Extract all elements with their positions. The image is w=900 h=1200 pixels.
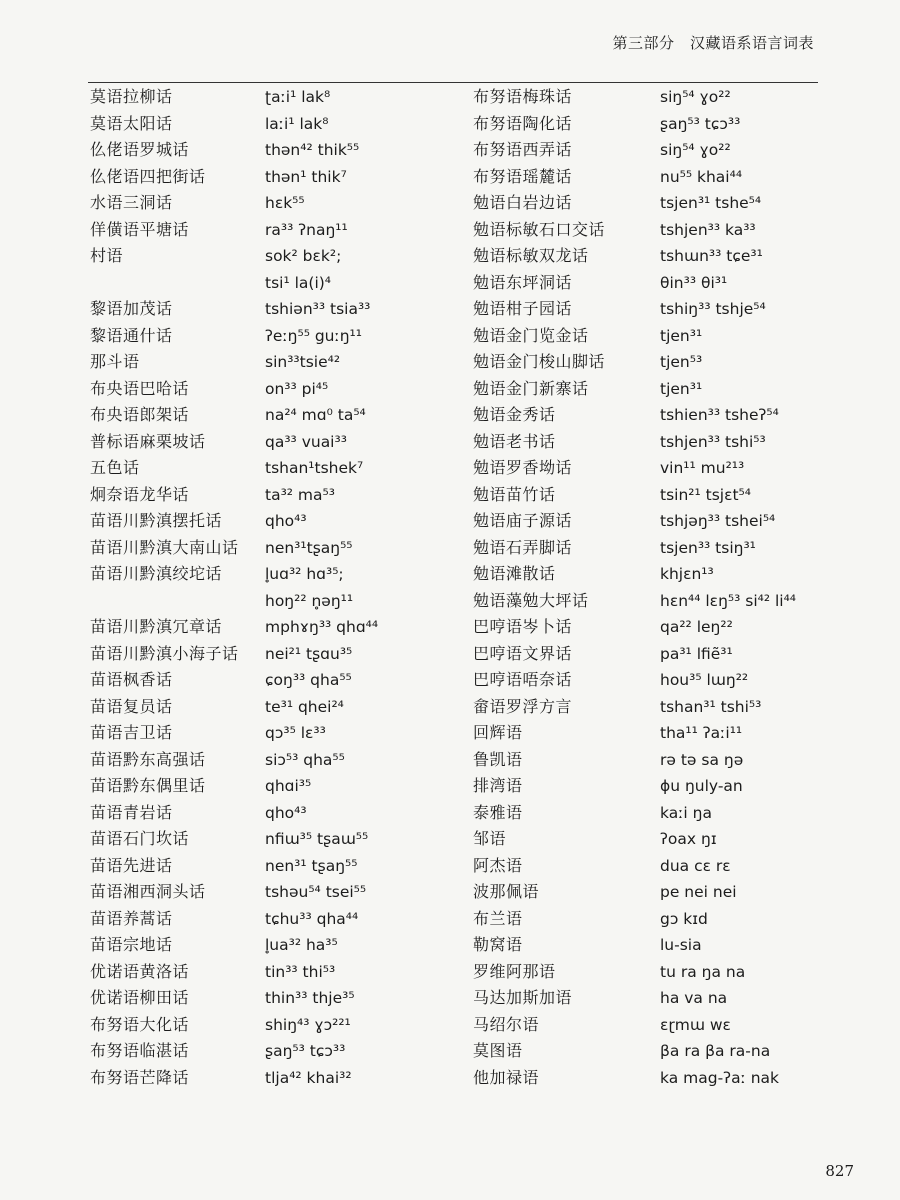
language-name: 勉语东坪洞话 — [473, 272, 573, 292]
phonetic-form: tshiŋ³³ tshje⁵⁴ — [660, 300, 766, 318]
phonetic-form: ʈaːi¹ lak⁸ — [265, 88, 331, 106]
language-name: 苗语川黔滇摆托话 — [90, 511, 223, 530]
language-name: 勉语庙子源话 — [473, 511, 573, 530]
phonetic-form: thən¹ thik⁷ — [265, 167, 347, 186]
phonetic-form: tshiən³³ tsia³³ — [265, 300, 371, 318]
language-name: 鲁凯语 — [473, 749, 523, 769]
phonetic-form: ʔoax ŋɪ — [660, 830, 717, 848]
left-language-names-column — [90, 84, 290, 1091]
language-name: 布努语梅珠话 — [473, 87, 573, 106]
header-title: 第三部分 汉藏语系语言词表 — [612, 34, 814, 52]
language-name: 勉语金门览金话 — [473, 325, 589, 345]
phonetic-form: ra³³ ʔnaŋ¹¹ — [265, 220, 348, 239]
phonetic-form: thin³³ thje³⁵ — [265, 989, 355, 1007]
language-name: 巴哼语岑卜话 — [473, 617, 573, 636]
phonetic-form: qhɑi³⁵ — [265, 777, 312, 795]
phonetic-form: tshjen³³ tshi⁵³ — [660, 432, 766, 451]
language-name: 苗语养蒿话 — [90, 908, 173, 928]
header-rule — [88, 82, 818, 83]
phonetic-form: lu-sia — [660, 936, 702, 954]
language-name: 布央语郎架话 — [90, 405, 190, 424]
phonetic-form: βa ra βa ra-na — [660, 1042, 771, 1060]
language-name: 泰雅语 — [473, 802, 523, 822]
phonetic-form: nen³¹tʂaŋ⁵⁵ — [265, 538, 353, 557]
phonetic-form: hɛn⁴⁴ lɛŋ⁵³ si⁴² li⁴⁴ — [660, 591, 797, 610]
phonetic-form: nfiɯ³⁵ tʂaɯ⁵⁵ — [265, 830, 369, 848]
phonetic-form: tu ra ŋa na — [660, 962, 746, 981]
language-name: 勉语白岩边话 — [473, 193, 573, 212]
phonetic-form: ʂaŋ⁵³ tɕɔ³³ — [660, 114, 741, 133]
language-name: 马绍尔语 — [473, 1014, 540, 1034]
phonetic-form: thən⁴² thik⁵⁵ — [265, 141, 360, 159]
language-name: 勉语老书话 — [473, 431, 556, 451]
language-name: 勉语滩散话 — [473, 564, 556, 583]
language-name: 苗语枫香话 — [90, 670, 173, 689]
phonetic-form: tɕhu³³ qha⁴⁴ — [265, 909, 359, 928]
language-name: 巴哼语唔奈话 — [473, 670, 573, 689]
phonetic-form: shiŋ⁴³ ɣɔ²²¹ — [265, 1015, 351, 1034]
phonetic-form: l̥ua³² ha³⁵ — [265, 936, 338, 954]
language-name: 五色话 — [90, 458, 140, 477]
phonetic-form: tsi¹ la(i)⁴ — [265, 273, 332, 292]
language-name: 黎语通什话 — [90, 325, 173, 345]
language-name: 勉语柑子园话 — [473, 299, 573, 318]
language-name: 苗语川黔滇大南山话 — [90, 537, 239, 557]
phonetic-form: tha¹¹ ʔaːi¹¹ — [660, 724, 743, 742]
language-name: 仫佬语罗城话 — [90, 140, 190, 159]
phonetic-form: ʔeːŋ⁵⁵ guːŋ¹¹ — [265, 326, 362, 345]
phonetic-form: θin³³ θi³¹ — [660, 273, 728, 292]
phonetic-form: ta³² ma⁵³ — [265, 485, 335, 504]
phonetic-form: tshjəŋ³³ tshei⁵⁴ — [660, 512, 776, 530]
phonetic-form: khjɛn¹³ — [660, 565, 714, 583]
phonetic-form: siɔ⁵³ qha⁵⁵ — [265, 750, 345, 769]
phonetic-form: gɔ kɪd — [660, 909, 708, 928]
phonetic-form: tjen³¹ — [660, 379, 703, 398]
language-name: 苗语川黔滇冗章话 — [90, 617, 223, 636]
page-number: 827 — [825, 1162, 854, 1180]
language-name: 勉语金秀话 — [473, 405, 556, 424]
language-name: 布努语临湛话 — [90, 1041, 190, 1060]
language-name: 苗语湘西洞头话 — [90, 882, 206, 901]
phonetic-form: pe nei nei — [660, 883, 737, 901]
phonetic-form: qa³³ vuai³³ — [265, 432, 347, 451]
language-name: 他加禄语 — [473, 1067, 540, 1087]
language-name: 布努语大化话 — [90, 1014, 190, 1034]
language-name: 普标语麻栗坡话 — [90, 431, 206, 451]
phonetic-form: ɸu ŋuly-an — [660, 777, 743, 795]
language-name: 村语 — [90, 246, 124, 265]
language-name: 马达加斯加语 — [473, 988, 573, 1007]
phonetic-form: tin³³ thi⁵³ — [265, 962, 336, 981]
running-header — [0, 30, 900, 54]
phonetic-form: ha va na — [660, 989, 728, 1007]
language-name: 佯僙语平塘话 — [90, 219, 190, 239]
language-name: 勉语藻勉大坪话 — [473, 590, 589, 610]
language-name: 苗语吉卫话 — [90, 723, 173, 742]
language-name: 莫语拉柳话 — [90, 87, 173, 106]
language-name: 莫语太阳话 — [90, 113, 173, 133]
language-name: 布努语陶化话 — [473, 113, 573, 133]
language-name: 回辉语 — [473, 723, 523, 742]
phonetic-form: ka mag-ʔaː nak — [660, 1068, 780, 1087]
phonetic-form: nu⁵⁵ khai⁴⁴ — [660, 167, 743, 186]
phonetic-form: hɛk⁵⁵ — [265, 194, 305, 212]
phonetic-form: tshjen³³ ka³³ — [660, 220, 756, 239]
language-name: 罗维阿那语 — [473, 961, 556, 981]
language-name: 莫图语 — [473, 1041, 523, 1060]
phonetic-form: tlja⁴² khai³² — [265, 1068, 352, 1087]
language-name: 苗语黔东偶里话 — [90, 776, 206, 795]
phonetic-form: qho⁴³ — [265, 512, 307, 530]
phonetic-form: dua cɛ rɛ — [660, 856, 731, 875]
right-language-names-column — [473, 84, 673, 1091]
phonetic-form: tjen⁵³ — [660, 353, 703, 371]
language-name: 苗语青岩话 — [90, 802, 173, 822]
left-phonetic-forms-column — [265, 84, 465, 1091]
language-name: 苗语先进话 — [90, 855, 173, 875]
language-name: 勉语标敏石口交话 — [473, 219, 606, 239]
phonetic-form: sok² bɛk²; — [265, 247, 342, 265]
phonetic-form: siŋ⁵⁴ ɣo²² — [660, 141, 731, 159]
phonetic-form: tsjen³³ tsiŋ³¹ — [660, 538, 756, 557]
language-name: 布央语巴哈话 — [90, 378, 190, 398]
phonetic-form: te³¹ qhei²⁴ — [265, 697, 344, 716]
language-name: 布努语西弄话 — [473, 140, 573, 159]
right-phonetic-forms-column — [660, 84, 860, 1091]
language-name: 水语三洞话 — [90, 193, 173, 212]
phonetic-form: tsjen³¹ tshe⁵⁴ — [660, 194, 762, 212]
language-name: 优诺语柳田话 — [90, 988, 190, 1007]
language-name: 布努语芒降话 — [90, 1067, 190, 1087]
language-name: 勉语苗竹话 — [473, 484, 556, 504]
phonetic-form: tjen³¹ — [660, 326, 703, 345]
phonetic-form: nei²¹ tʂɑu³⁵ — [265, 644, 353, 663]
phonetic-form: tshien³³ tsheʔ⁵⁴ — [660, 406, 779, 424]
language-name: 布兰语 — [473, 908, 523, 928]
phonetic-form: qho⁴³ — [265, 803, 307, 822]
phonetic-form: on³³ pi⁴⁵ — [265, 379, 329, 398]
language-name — [90, 588, 290, 615]
phonetic-form: sin³³tsie⁴² — [265, 353, 341, 371]
language-name: 勉语石弄脚话 — [473, 537, 573, 557]
phonetic-form: hou³⁵ lɯŋ²² — [660, 671, 749, 689]
language-name: 勉语罗香坳话 — [473, 458, 573, 477]
phonetic-form: kaːi ŋa — [660, 803, 712, 822]
phonetic-form: ɛɽmɯ wɛ — [660, 1015, 731, 1034]
language-name: 苗语复员话 — [90, 696, 173, 716]
phonetic-form: tshan³¹ tshi⁵³ — [660, 697, 762, 716]
language-name: 仫佬语四把街话 — [90, 166, 206, 186]
phonetic-form: qɔ³⁵ lɛ³³ — [265, 724, 326, 742]
phonetic-form: qa²² leŋ²² — [660, 618, 733, 636]
phonetic-form: ʂaŋ⁵³ tɕɔ³³ — [265, 1042, 346, 1060]
phonetic-form: vin¹¹ mu²¹³ — [660, 459, 745, 477]
phonetic-form: l̥uɑ³² hɑ³⁵; — [265, 565, 344, 583]
phonetic-form: ɕoŋ³³ qha⁵⁵ — [265, 671, 352, 689]
language-name: 勉语金门梭山脚话 — [473, 352, 606, 371]
phonetic-form: tshɯn³³ tɕe³¹ — [660, 247, 763, 265]
language-name: 排湾语 — [473, 776, 523, 795]
language-name: 波那佩语 — [473, 882, 540, 901]
phonetic-form: tshan¹tshek⁷ — [265, 459, 364, 477]
language-name: 苗语川黔滇绞坨话 — [90, 564, 223, 583]
phonetic-form: hoŋ²² n̥əŋ¹¹ — [265, 591, 354, 610]
language-name: 优诺语黄洛话 — [90, 961, 190, 981]
language-name: 苗语宗地话 — [90, 935, 173, 954]
phonetic-form: nen³¹ tʂaŋ⁵⁵ — [265, 856, 358, 875]
language-name: 勒窝语 — [473, 935, 523, 954]
phonetic-form: siŋ⁵⁴ ɣo²² — [660, 88, 731, 106]
language-name: 巴哼语文界话 — [473, 643, 573, 663]
language-name: 黎语加茂话 — [90, 299, 173, 318]
phonetic-form: laːi¹ lak⁸ — [265, 114, 329, 133]
language-name: 苗语黔东高强话 — [90, 749, 206, 769]
phonetic-form: pa³¹ lfiẽ³¹ — [660, 644, 733, 663]
phonetic-form: mphɤŋ³³ qhɑ⁴⁴ — [265, 618, 379, 636]
phonetic-form: na²⁴ mɑ⁰ ta⁵⁴ — [265, 406, 366, 424]
phonetic-form: rə tə sa ŋə — [660, 750, 744, 769]
language-name: 畲语罗浮方言 — [473, 696, 573, 716]
language-name: 苗语石门坎话 — [90, 829, 190, 848]
language-name: 邹语 — [473, 829, 507, 848]
language-name — [90, 270, 290, 297]
language-name: 苗语川黔滇小海子话 — [90, 643, 239, 663]
language-name: 勉语金门新寨话 — [473, 378, 589, 398]
language-name: 那斗语 — [90, 352, 140, 371]
language-name: 布努语瑶麓话 — [473, 166, 573, 186]
phonetic-form: tshəu⁵⁴ tsei⁵⁵ — [265, 883, 367, 901]
language-name: 勉语标敏双龙话 — [473, 246, 589, 265]
phonetic-form: tsin²¹ tsjɛt⁵⁴ — [660, 485, 751, 504]
language-name: 阿杰语 — [473, 855, 523, 875]
language-name: 炯奈语龙华话 — [90, 484, 190, 504]
